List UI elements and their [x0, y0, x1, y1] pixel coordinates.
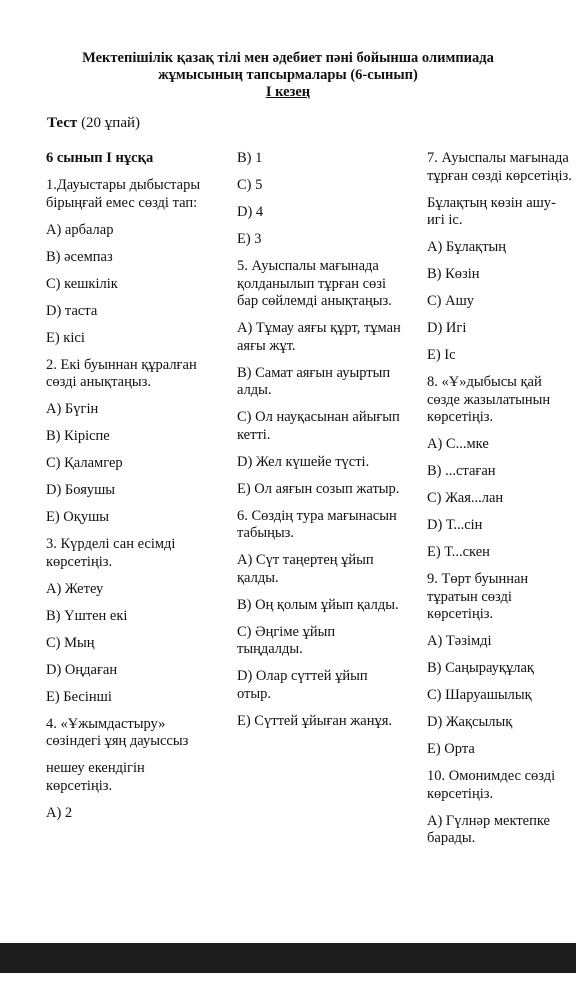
question-7: 7. Ауыспалы мағынада тұрған сөзді көрсетіңіз. [427, 150, 572, 184]
option-5a: А) Тұмау аяғы құрт, тұман аяғы жұт. [237, 320, 401, 354]
question-9: 9. Төрт буыннан тұратын сөзді көрсетіңіз. [427, 571, 529, 622]
option-8e: Е) Т...скен [427, 544, 490, 560]
option-1c: С) кешкілік [46, 275, 118, 292]
option-5c: С) Ол науқасынан айығып кетті. [237, 409, 400, 443]
option-5e: Е) Ол аяғын созып жатыр. [237, 480, 400, 497]
option-6e: Е) Сүттей ұйыған жанұя. [237, 712, 393, 729]
option-5b: В) Самат аяғын ауыртып алды. [237, 364, 391, 398]
option-9a: А) Тәзімді [427, 633, 492, 649]
variant-title: 6 сынып І нұсқа [46, 150, 154, 166]
option-4d: D) 4 [237, 204, 264, 220]
header-stage-title: І кезең [265, 84, 311, 100]
option-1b: В) әсемпаз [46, 248, 113, 265]
option-1d: D) таста [46, 302, 98, 319]
option-7b: В) Көзін [427, 266, 480, 282]
option-2b: В) Кіріспе [46, 428, 110, 444]
option-7a: А) Бұлақтың [427, 239, 507, 255]
option-2e: Е) Оқушы [46, 509, 109, 525]
option-1e: Е) кісі [46, 329, 85, 346]
option-3e: Е) Бесінші [46, 688, 112, 705]
header-line-2: жұмысының тапсырмалары (6-сынып) [158, 67, 418, 83]
option-3a: А) Жетеу [46, 580, 104, 597]
option-6b: В) Оң қолым ұйып қалды. [237, 596, 399, 613]
question-5: 5. Ауыспалы мағынада қолданылып тұрған сөзі бар сөйлемді анықтаңыз. [237, 258, 392, 309]
question-10: 10. Омонимдес сөзді көрсетіңіз. [427, 768, 556, 802]
option-9e: Е) Орта [427, 741, 475, 757]
option-9c: С) Шаруашылық [427, 687, 532, 703]
option-8b: В) ...стаған [427, 463, 496, 479]
question-6: 6. Сөздің тура мағынасын табыңыз. [237, 507, 397, 541]
question-4: 4. «Ұжымдастыру» сөзіндегі ұяң дауыссыз [46, 715, 189, 749]
question-1: 1.Дауыстары дыбыстары бірыңғай емес сөзді тап: [46, 177, 201, 211]
option-7c: С) Ашу [427, 293, 475, 309]
question-8: 8. «Ұ»дыбысы қай сөзде жазылатынын көрсетіңіз. [427, 374, 551, 425]
option-3c: С) Мың [46, 634, 95, 651]
option-6c: С) Әңгіме ұйып тыңдалды. [237, 623, 336, 657]
photo-bottom-margin [0, 973, 576, 1004]
column-1 [46, 150, 206, 832]
option-4c: С) 5 [237, 177, 263, 193]
option-3b: В) Үштен екі [46, 607, 128, 624]
option-8d: D) Т...сін [427, 517, 483, 533]
option-8c: С) Жая...лан [427, 490, 504, 506]
question-7-sentence: Бұлақтың көзін ашу-игі іс. [427, 194, 556, 228]
option-9d: D) Жақсылық [427, 714, 513, 730]
header-line-1: Мектепішілік қазақ тілі мен әдебиет пәні бойынша олимпиада [82, 50, 494, 66]
option-4a: А) 2 [46, 804, 73, 821]
option-4e: Е) 3 [237, 231, 262, 247]
test-section-label [47, 115, 140, 132]
option-1a: А) арбалар [46, 221, 114, 238]
test-points: (20 ұпай) [77, 115, 141, 131]
column-2 [237, 150, 402, 740]
option-7d: D) Игі [427, 320, 467, 336]
option-6a: А) Сүт таңертең ұйып қалды. [237, 552, 374, 586]
question-4-cont: нешеу екендігін көрсетіңіз. [46, 760, 145, 794]
option-6d: D) Олар сүттей ұйып отыр. [237, 668, 368, 702]
option-5d: D) Жел күшейе түсті. [237, 453, 370, 470]
photo-dark-edge [0, 943, 576, 973]
option-10a: А) Гүлнәр мектепке барады. [427, 812, 550, 846]
column-3 [427, 150, 573, 857]
option-4b: В) 1 [237, 150, 263, 166]
document-header [0, 50, 576, 101]
option-7e: Е) Іс [427, 347, 456, 363]
option-2d: D) Бояушы [46, 482, 116, 498]
option-2c: С) Қаламгер [46, 455, 123, 471]
option-8a: А) С...мке [427, 436, 489, 452]
question-3: 3. Күрделі сан есімді көрсетіңіз. [46, 536, 176, 570]
question-2: 2. Екі буыннан құралған сөзді анықтаңыз. [46, 356, 197, 390]
option-3d: D) Оңдаған [46, 661, 118, 678]
test-label: Тест [47, 115, 78, 131]
option-9b: В) Саңырауқұлақ [427, 660, 534, 676]
option-2a: А) Бүгін [46, 401, 99, 417]
